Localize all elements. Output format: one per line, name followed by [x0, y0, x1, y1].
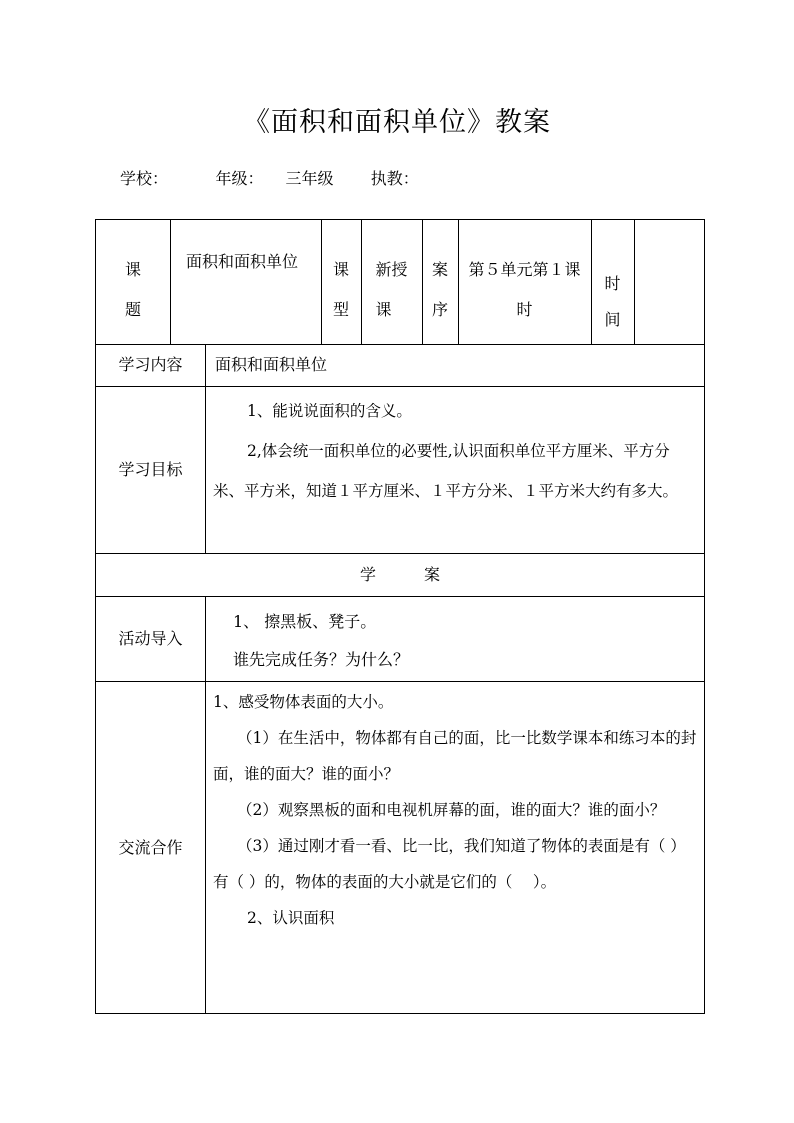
content-label: 学习内容: [118, 355, 183, 374]
time-label: 时间: [604, 274, 621, 329]
teacher-label: 执教：: [370, 169, 419, 188]
intro-line-1: 1、 擦黑板、凳子。: [233, 612, 377, 631]
coop-line-5: 2、认识面积: [247, 909, 335, 927]
topic-label: 课题: [125, 260, 142, 319]
school-label: 学校：: [120, 169, 169, 188]
grade-value: 三年级: [285, 169, 334, 188]
type-label: 课型: [333, 260, 350, 319]
goals-label: 学习目标: [118, 460, 183, 479]
time-value: [634, 220, 706, 344]
intro-line-2: 谁先完成任务？为什么？: [233, 650, 410, 669]
goals-text: [205, 386, 705, 511]
plan-header: 学 案: [359, 565, 440, 584]
order-label: 案序: [432, 260, 449, 319]
intro-label: 活动导入: [118, 629, 183, 648]
type-value: 新授课: [375, 260, 408, 319]
coop-line-1: 1、感受物体表面的大小。: [213, 693, 394, 711]
coop-line-4: （3）通过刚才看一看、比一比，我们知道了物体的表面是有（ ）有（ ）的，物体的表面的大小就是它们的（ ）。: [213, 837, 686, 891]
goal-2: 2,体会统一面积单位的必要性,认识面积单位平方厘米、平方分米、平方米，知道１平方厘米、１平方分米、１平方米大约有多大。: [213, 442, 679, 500]
grade-label: 年级：: [215, 169, 264, 188]
coop-line-3: （2）观察黑板的面和电视机屏幕的面，谁的面大？谁的面小？: [237, 801, 666, 819]
cooperate-text: [205, 681, 705, 936]
goal-1: 1、能说说面积的含义。: [247, 402, 412, 420]
cooperate-label: 交流合作: [118, 838, 183, 857]
lesson-table: [95, 219, 705, 1014]
order-value: 第５单元第１课时: [468, 260, 581, 319]
coop-line-2: （1）在生活中，物体都有自己的面，比一比数学课本和练习本的封面，谁的面大？谁的面小？: [213, 729, 697, 783]
page-title: 《面积和面积单位》教案: [243, 107, 551, 138]
intro-text: [205, 596, 705, 679]
topic-value: 面积和面积单位: [186, 252, 299, 271]
content-value: 面积和面积单位: [215, 355, 328, 374]
meta-line: [120, 166, 441, 189]
